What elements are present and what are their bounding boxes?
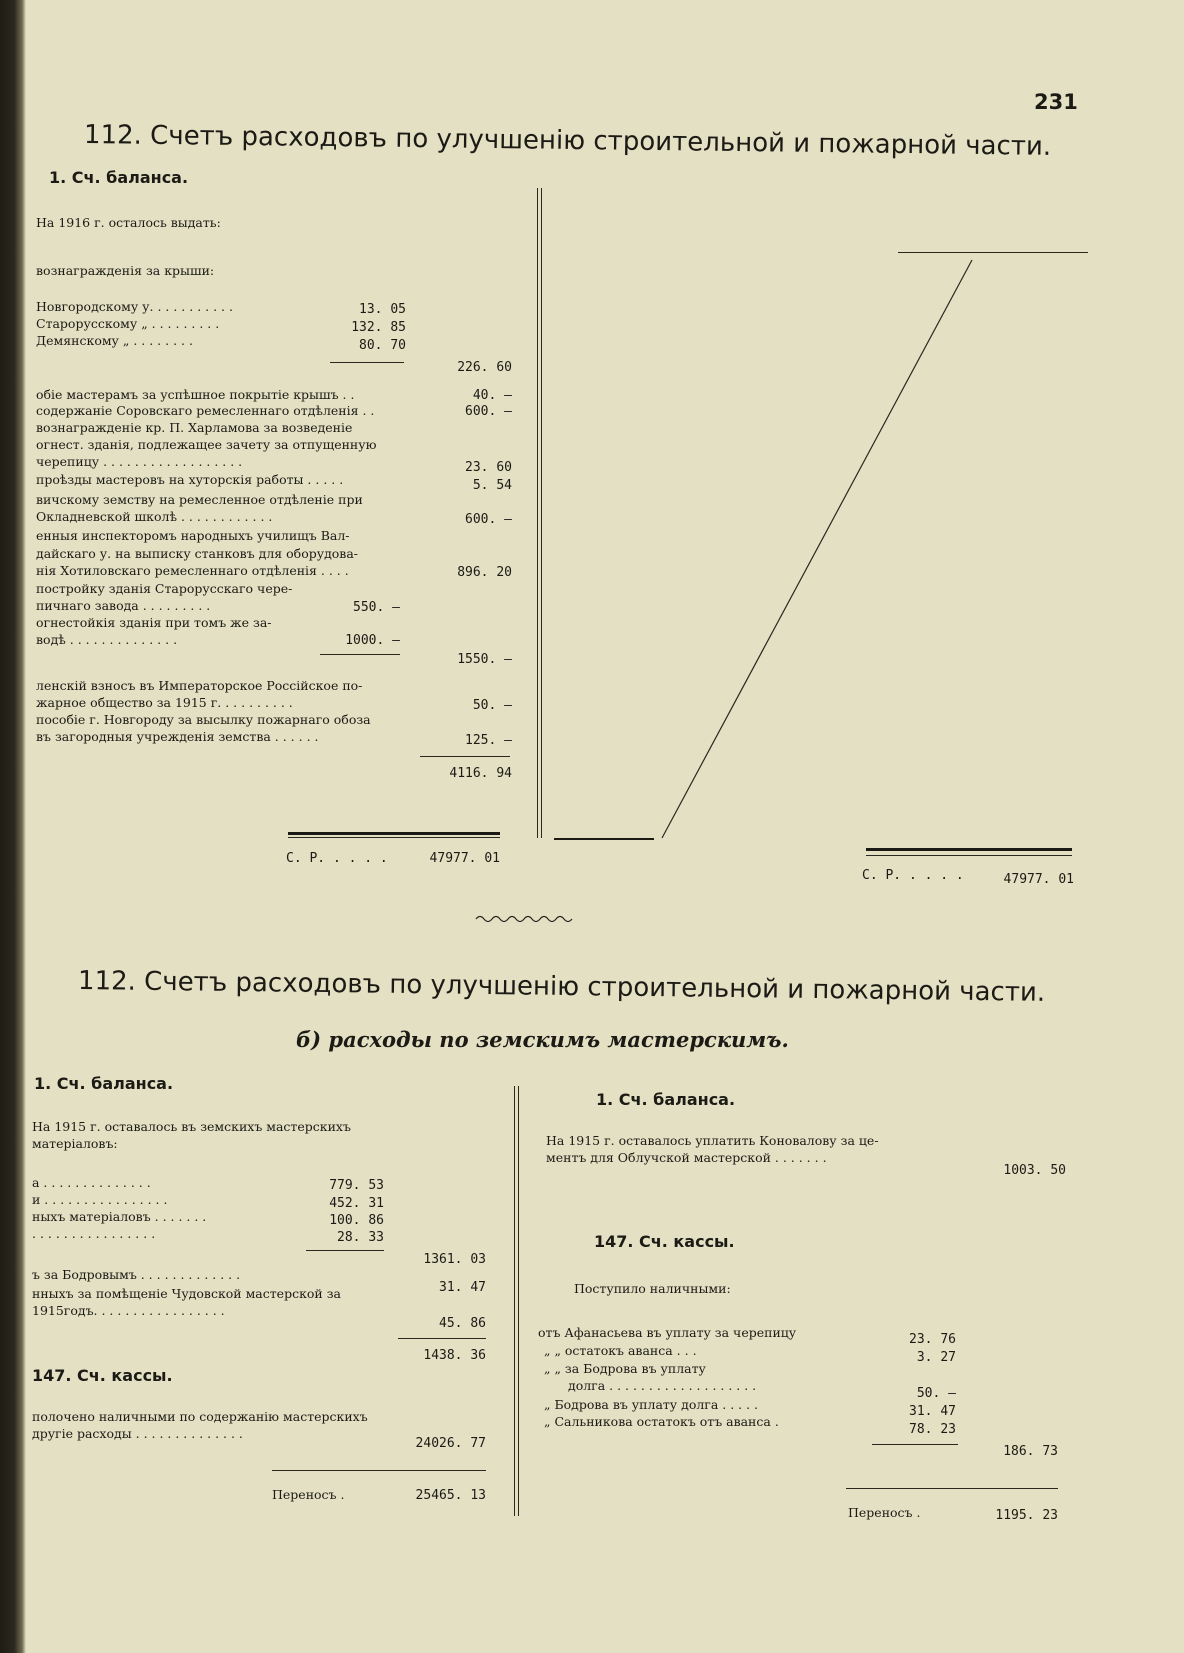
top-right-double-rule	[866, 848, 1072, 851]
cash-entry-value: 31. 47	[909, 1404, 956, 1419]
bottom-left-item-value: 45. 86	[439, 1316, 486, 1331]
cash-entry: „ „ за Бодрова въ уплату	[544, 1361, 706, 1376]
material-value: 100. 86	[329, 1213, 384, 1228]
roof-item-value: 80. 70	[359, 338, 406, 353]
material-label: . . . . . . . . . . . . . . . .	[32, 1226, 156, 1241]
expense-item: енныя инспекторомъ народныхъ училищъ Вал-	[36, 528, 350, 543]
bottom-left-subtotal: 1438. 36	[423, 1348, 486, 1363]
expense-value: 600. —	[465, 512, 512, 527]
cash-entry: „ „ остатокъ аванса . . .	[544, 1343, 697, 1358]
total-rule	[420, 756, 510, 757]
top-left-heading: 1. Сч. баланса.	[49, 168, 189, 187]
materials-rule	[306, 1250, 384, 1251]
expense-item: дайскаго у. на выписку станковъ для оборудова-	[36, 546, 359, 561]
expense-value: 50. —	[472, 698, 512, 713]
expense-item: нія Хотиловскаго ремесленнаго отдѣленія . . . .	[36, 563, 349, 578]
top-left-total: 4116. 94	[449, 766, 512, 781]
cash-entry: отъ Афанасьева въ уплату за черепицу	[538, 1325, 797, 1340]
expense-item: огнест. зданія, подлежащее зачету за отпущенную	[36, 437, 377, 452]
bottom-right-received: Поступило наличными:	[574, 1281, 731, 1296]
roof-item-value: 132. 85	[351, 320, 406, 335]
cash-entry: долга . . . . . . . . . . . . . . . . . . .	[568, 1378, 757, 1393]
roof-item-label: Демянскому „ . . . . . . . .	[36, 333, 193, 348]
cash-entry-value: 78. 23	[909, 1422, 956, 1437]
roof-item-value: 13. 05	[359, 302, 406, 317]
bottom-left-subtotal-rule	[398, 1338, 486, 1339]
expense-item: содержаніе Соровскаго ремесленнаго отдѣленія . .	[36, 403, 375, 418]
material-value: 779. 53	[329, 1178, 384, 1193]
construction-subtotal-rule	[320, 654, 400, 655]
bottom-right-balance-value: 1003. 50	[1003, 1163, 1066, 1178]
construction-item: пичнаго завода . . . . . . . . .	[36, 598, 211, 613]
expense-value: 125. —	[465, 733, 512, 748]
bottom-left-intro: матеріаловъ:	[32, 1136, 118, 1151]
material-value: 452. 31	[329, 1196, 384, 1211]
cash-entry: „ Бодрова въ уплату долга . . . . .	[544, 1397, 759, 1412]
construction-item: постройку зданія Старорусскаго чере-	[36, 581, 293, 596]
material-label: ныхъ матеріаловъ . . . . . . .	[32, 1209, 207, 1224]
bottom-left-item-value: 31. 47	[439, 1280, 486, 1295]
right-top-rule	[898, 252, 1088, 253]
expense-item: въ загородныя учрежденія земства . . . . . .	[36, 729, 319, 744]
book-spine-shadow	[0, 0, 26, 1653]
top-column-divider	[537, 188, 538, 838]
top-left-double-rule	[288, 832, 500, 835]
top-left-intro: На 1916 г. осталось выдать:	[36, 215, 221, 230]
bottom-left-heading: 1. Сч. баланса.	[34, 1074, 174, 1093]
section-separator	[474, 912, 574, 926]
expense-item: обіе мастерамъ за успѣшное покрытіе крышъ . .	[36, 387, 355, 402]
expense-item: Окладневской школѣ . . . . . . . . . . . .	[36, 509, 273, 524]
cash-entries-rule	[872, 1444, 958, 1445]
bottom-left-carry-value: 25465. 13	[415, 1488, 486, 1503]
expense-item: пособіе г. Новгороду за высылку пожарнаго обоза	[36, 712, 371, 727]
top-column-divider-2	[541, 188, 542, 838]
cash-entry-value: 50. —	[916, 1386, 956, 1401]
roof-subtotal-rule	[330, 362, 404, 363]
bottom-left-cash-line: другіе расходы . . . . . . . . . . . . . .	[32, 1426, 243, 1441]
construction-value: 1000. —	[345, 633, 400, 648]
right-bottom-short-rule	[554, 838, 654, 840]
bottom-right-carry-label: Переносъ .	[848, 1505, 921, 1520]
bottom-column-divider	[514, 1086, 515, 1516]
bottom-right-balance-line: ментъ для Облучской мастерской . . . . . . .	[546, 1150, 827, 1165]
bottom-left-cash-value: 24026. 77	[415, 1436, 486, 1451]
cash-entry-value: 23. 76	[909, 1332, 956, 1347]
bottom-left-item: нныхъ за помѣщеніе Чудовской мастерской за	[32, 1286, 341, 1301]
material-value: 28. 33	[337, 1230, 384, 1245]
material-label: и . . . . . . . . . . . . . . . .	[32, 1192, 168, 1207]
materials-total: 1361. 03	[423, 1252, 486, 1267]
page-number: 231	[1034, 90, 1078, 114]
expense-item: жарное общество за 1915 г. . . . . . . . . .	[36, 695, 293, 710]
cash-entry-value: 3. 27	[916, 1350, 956, 1365]
expense-value: 5. 54	[472, 478, 512, 493]
bottom-subtitle: б) расходы по земскимъ мастерскимъ.	[296, 1027, 789, 1052]
roof-item-label: Новгородскому у. . . . . . . . . . .	[36, 299, 233, 314]
material-label: а . . . . . . . . . . . . . .	[32, 1175, 151, 1190]
expense-item: черепицу . . . . . . . . . . . . . . . . . .	[36, 454, 243, 469]
bottom-column-divider-2	[518, 1086, 519, 1516]
construction-item: водѣ . . . . . . . . . . . . . .	[36, 632, 178, 647]
expense-value: 40. —	[472, 388, 512, 403]
expense-item: вичскому земству на ремесленное отдѣленіе при	[36, 492, 363, 507]
top-right-double-rule-2	[866, 855, 1072, 856]
bottom-title: 112. Счетъ расходовъ по улучшенію строительной и пожарной части.	[77, 966, 1046, 1008]
construction-value: 550. —	[353, 600, 400, 615]
cash-entry: „ Сальникова остатокъ отъ аванса .	[544, 1414, 779, 1429]
bottom-left-cash-line: полочено наличными по содержанію мастерскихъ	[32, 1409, 368, 1424]
filler-diagonal-line	[640, 258, 980, 848]
top-right-sr-value: 47977. 01	[1003, 872, 1074, 887]
top-left-sr-label: С. Р. . . . .	[286, 851, 388, 866]
roof-item-label: Старорусскому „ . . . . . . . . .	[36, 316, 220, 331]
expense-item: проѣзды мастеровъ на хуторскія работы . . . . .	[36, 472, 344, 487]
bottom-left-carry-label: Переносъ .	[272, 1487, 345, 1502]
bottom-right-heading: 1. Сч. баланса.	[596, 1090, 736, 1109]
bottom-right-carry-value: 1195. 23	[995, 1508, 1058, 1523]
bottom-right-cash-heading: 147. Сч. кассы.	[594, 1232, 735, 1251]
cash-entries-total: 186. 73	[1003, 1444, 1058, 1459]
bottom-left-item: 1915годъ. . . . . . . . . . . . . . . . .	[32, 1303, 225, 1318]
bottom-right-balance-line: На 1915 г. оставалось уплатить Коновалову за це-	[546, 1133, 879, 1148]
bottom-left-intro: На 1915 г. оставалось въ земскихъ мастерскихъ	[32, 1119, 351, 1134]
construction-total: 1550. —	[457, 652, 512, 667]
bottom-left-carry-rule	[272, 1470, 486, 1471]
top-title: 112. Счетъ расходовъ по улучшенію строительной и пожарной части.	[83, 120, 1052, 162]
bottom-right-carry-rule	[846, 1488, 1058, 1489]
construction-item: огнестойкія зданія при томъ же за-	[36, 615, 272, 630]
top-right-sr-label: С. Р. . . . .	[862, 868, 964, 883]
expense-value: 600. —	[465, 404, 512, 419]
top-left-double-rule-2	[288, 837, 500, 838]
expense-value: 23. 60	[465, 460, 512, 475]
bottom-left-cash-heading: 147. Сч. кассы.	[32, 1366, 173, 1385]
roof-total: 226. 60	[457, 360, 512, 375]
expense-item: ленскій взносъ въ Императорское Россійское по-	[36, 678, 363, 693]
expense-item: вознагражденіе кр. П. Харламова за возведеніе	[36, 420, 353, 435]
top-left-sr-value: 47977. 01	[429, 851, 500, 866]
bottom-left-item: ъ за Бодровымъ . . . . . . . . . . . . .	[32, 1267, 241, 1282]
expense-value: 896. 20	[457, 565, 512, 580]
top-left-roof-subheading: вознагражденія за крыши:	[36, 263, 215, 278]
